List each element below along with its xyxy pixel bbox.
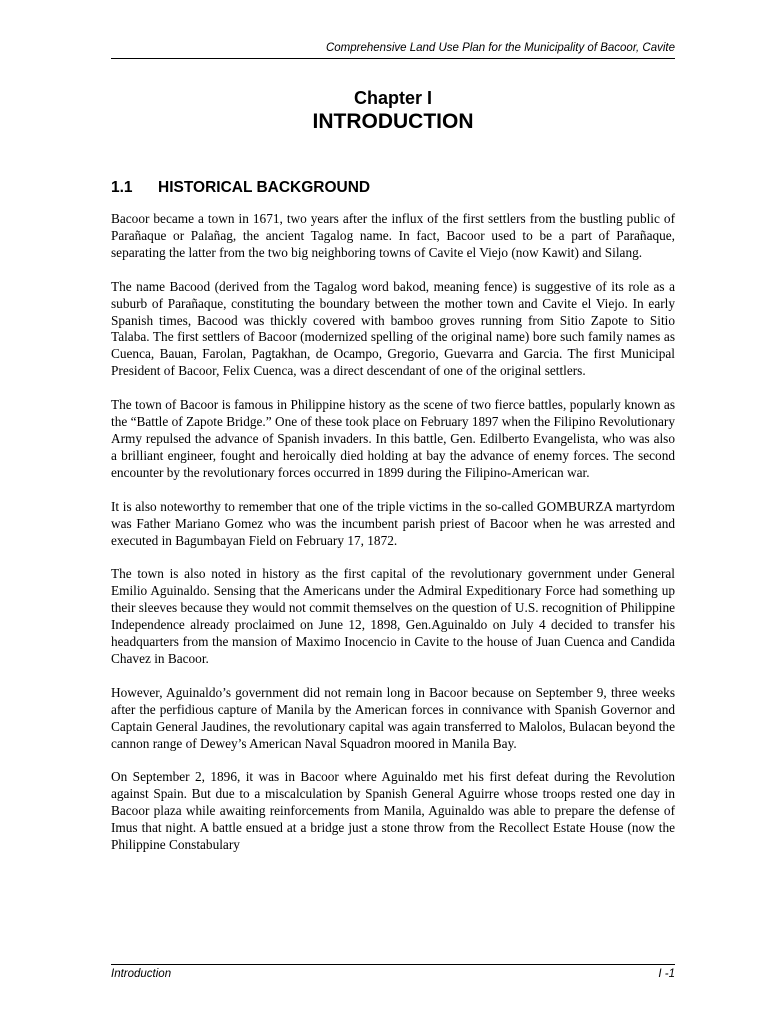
chapter-title: INTRODUCTION [312, 110, 474, 133]
section-heading [111, 177, 370, 199]
footer-rule [111, 964, 675, 965]
paragraph: The town is also noted in history as the first capital of the revolutionary government under General Emilio Aguinaldo. Sensing that the Americans under the Admiral Expeditionary Force had something up their sleeves because they would not commit themselves on the question of U.S. recognition of Philippine Independence already proclaimed on June 12, 1898, Gen.Aguinaldo on July 4 decided to transfer his headquarters from the mansion of Maximo Inocencio in Cavite to the house of Juan Cuenca and Candida Chavez in Bacoor. [111, 566, 675, 666]
paragraph: The town of Bacoor is famous in Philippine history as the scene of two fierce battles, popularly known as the “Battle of Zapote Bridge.” One of these took place on February 1897 when the Filipino Revolutionary Army repulsed the advance of Spanish invaders. In this battle, Gen. Edilberto Evangelista, who was also a brilliant engineer, fought and heroically died holding at bay the advance of enemy forces. The second encounter by the revolutionary forces occurred in 1899 during the Filipino-American war. [111, 397, 675, 480]
running-header: Comprehensive Land Use Plan for the Municipality of Bacoor, Cavite [325, 42, 675, 54]
paragraph: Bacoor became a town in 1671, two years after the influx of the first settlers from the bustling public of Parañaque or Palañag, the ancient Tagalog name. In fact, Bacoor used to be a part of Parañaque, separating the latter from the two big neighboring towns of Cavite el Viejo (now Kawit) and Silang. [111, 211, 675, 260]
section-number: 1.1 [111, 179, 133, 196]
body-text [111, 211, 675, 871]
paragraph: On September 2, 1896, it was in Bacoor where Aguinaldo met his first defeat during the Revolution against Spain. But due to a miscalculation by Spanish General Aguirre whose troops rested one day in Bacoor plaza while awaiting reinforcements from Manila, Aguinaldo was able to prepare the defense of Imus that night. A battle ensued at a bridge just a stone throw from the Recollect Estate House (now the Philippine Constabulary [111, 769, 675, 853]
paragraph: The name Bacood (derived from the Tagalog word bakod, meaning fence) is suggestive of its role as a suburb of Parañaque, constituting the boundary between the mother town and Cavite el Viejo. In early Spanish times, Bacood was thickly covered with bamboo groves running from Sitio Zapote to Sitio Talaba. The first settlers of Bacoor (modernized spelling of the original name) bore such family names as Cuenca, Bauan, Farolan, Pagtakhan, de Ocampo, Gregorio, Guevarra and Garcia. The first Municipal President of Bacoor, Felix Cuenca, was a direct descendant of one of the original settlers. [111, 278, 675, 379]
section-title: HISTORICAL BACKGROUND [158, 179, 371, 196]
paragraph: However, Aguinaldo’s government did not remain long in Bacoor because on September 9, three weeks after the perfidious capture of Manila by the American forces in connivance with Spanish Governor and Captain General Jaudines, the revolutionary capital was again transferred to Malolos, Bulacan beyond the cannon range of Dewey’s American Naval Squadron moored in Manila Bay. [111, 684, 675, 751]
page-number: I -1 [658, 968, 675, 980]
footer-section-name: Introduction [111, 968, 172, 980]
chapter-label: Chapter I [353, 88, 432, 108]
paragraph: It is also noteworthy to remember that one of the triple victims in the so-called GOMBURZA martyrdom was Father Mariano Gomez who was the incumbent parish priest of Bacoor when he was arrested and executed in Bagumbayan Field on February 17, 1872. [111, 498, 675, 548]
header-rule [111, 58, 675, 59]
